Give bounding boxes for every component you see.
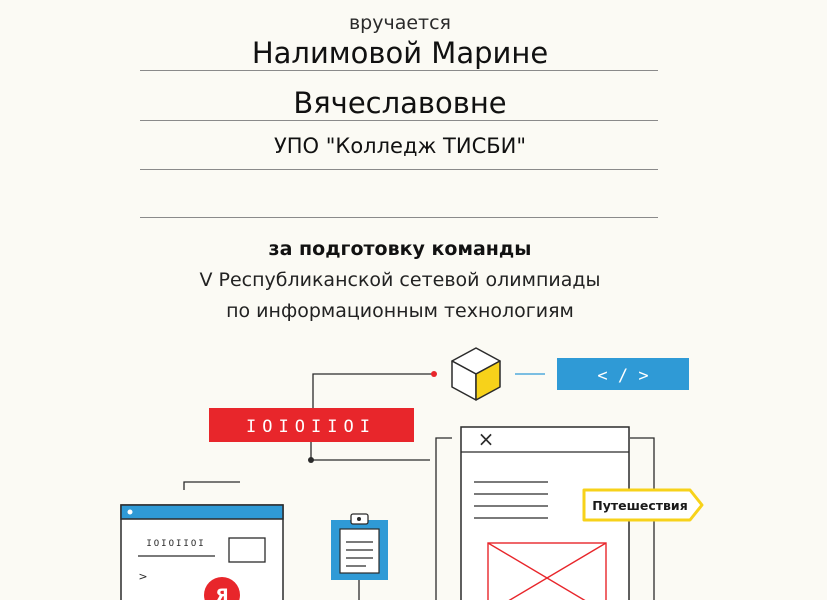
reason-heading: за подготовку команды [268, 238, 532, 260]
browser-window [121, 505, 283, 600]
frame-back [436, 438, 452, 600]
close-icon: × [477, 427, 495, 451]
binary-banner-text: IOIOIIOI [246, 417, 376, 437]
organization-name: УПО "Колледж ТИСБИ" [273, 134, 527, 158]
recipient-name-line1: Налимовой Марине [251, 36, 549, 70]
connector-dot-2 [308, 457, 314, 463]
cube-icon [452, 348, 500, 400]
clipboard-icon [331, 514, 388, 600]
connector-dot [431, 371, 437, 377]
reason-line-3: по информационным технологиям [226, 300, 574, 322]
recipient-name-line2: Вячеславовне [293, 86, 507, 120]
small-binary-text: IOIOIIOI [146, 539, 206, 549]
travel-tag-label: Путешествия [592, 498, 688, 513]
reason-line-2: V Республиканской сетевой олимпиады [199, 269, 601, 291]
chevron-right-icon: > [138, 570, 148, 583]
code-tag-icon: < / > [597, 366, 649, 386]
awarded-to-label: вручается [348, 12, 451, 34]
yandex-logo-letter: Я [215, 586, 229, 600]
